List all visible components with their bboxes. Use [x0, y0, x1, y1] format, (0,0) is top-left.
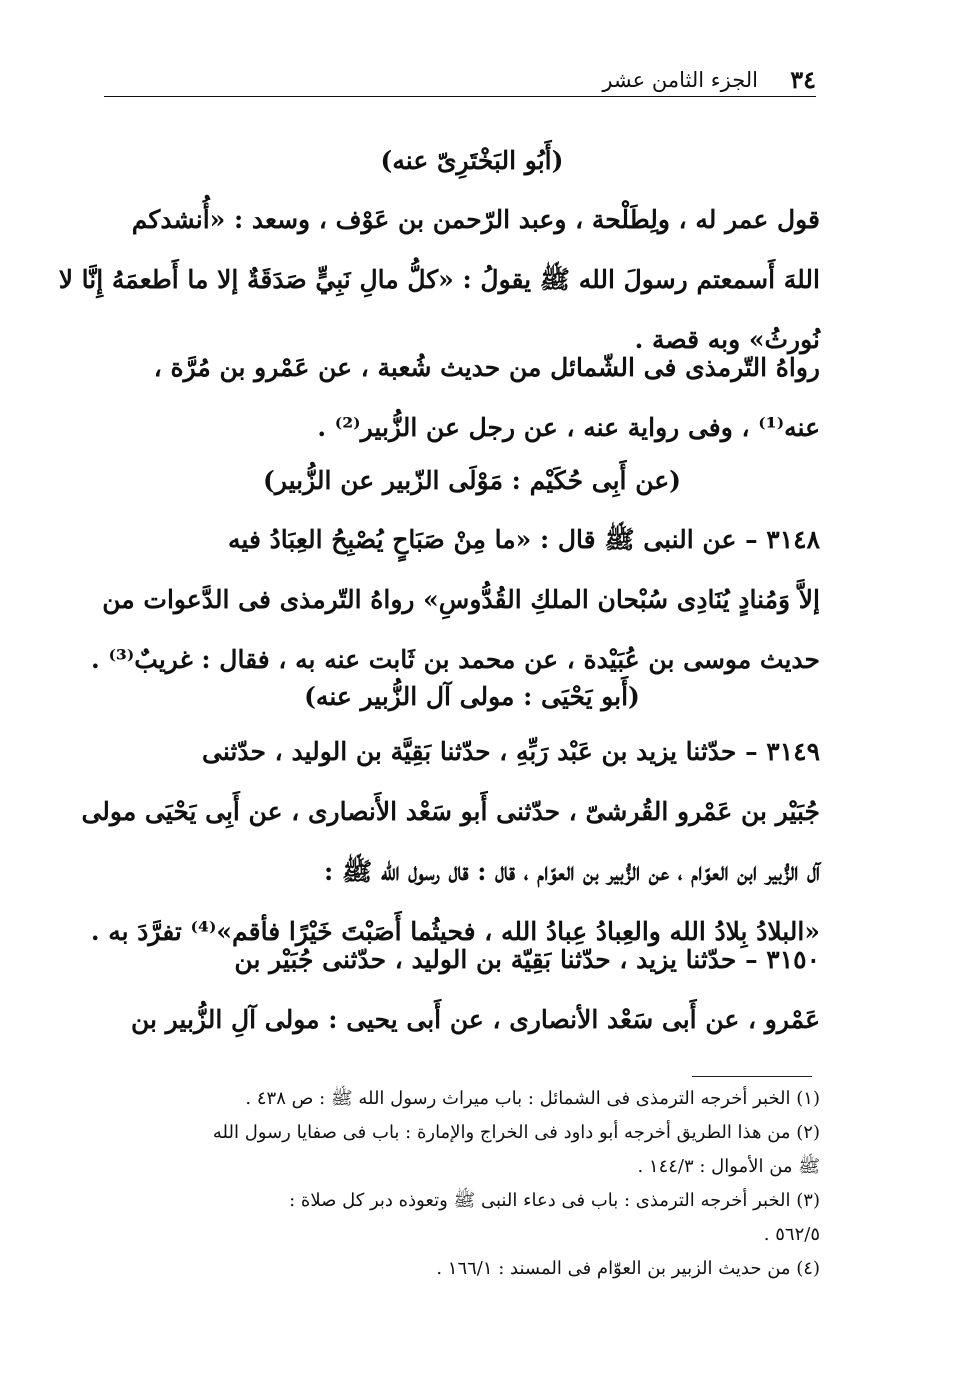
running-title: الجزء الثامن عشر [602, 68, 758, 92]
footnote: (١) الخبر أخرجه الترمذى فى الشمائل : باب ميراث رسول الله ﷺ : ص ٤٣٨ . [245, 1088, 820, 1109]
text-line: آل الزُّبير ابن العوّام ، عن الزُّبير بن العوّام ، قال : قال رسول الله ﷺ : [324, 857, 820, 886]
paragraph [124, 930, 820, 1050]
text-line: حديث موسى بن عُبَيْدة ، عن محمد بن ثَابت عنه به ، فقال : غريبٌ⁽³⁾ . [91, 645, 820, 674]
text-line: اللهَ أَسمعتم رسولَ الله ﷺ يقولُ : «كلُّ مالِ نَبِيٍّ صَدَقَةٌ إلا ما أَطعمَهُ إِنَّا لا [58, 265, 820, 294]
footnote-rule [692, 1076, 812, 1077]
hadith-3148-line: ٣١٤٨ – عن النبى ﷺ قال : «ما مِنْ صَبَاحٍ يُصْبِحُ العِبَادُ فيه [228, 525, 820, 554]
text-line: «البلادُ بِلادُ الله والعِبادُ عِبادُ الله ، فحيثُما أَصَبْتَ خَيْرًا فأقم»⁽⁴⁾ تفرَّدَ به . [90, 917, 820, 946]
running-header [104, 66, 816, 94]
hadith-3149-line: ٣١٤٩ – حدّثنا يزيد بن عَبْد رَبِّهِ ، حدّثنا بَقِيَّة بن الوليد ، حدّثنى [202, 737, 820, 766]
section-heading: (أَبو يَحْيَى : مولى آل الزُّبير عنه) [304, 682, 640, 711]
footnote: (٣) الخبر أخرجه الترمذى : باب فى دعاء النبى ﷺ وتعوذه دبر كل صلاة : [289, 1190, 820, 1211]
footnotes [116, 1082, 820, 1286]
section-heading: (أَبُو البَخْتَرِىّ عنه) [380, 146, 564, 175]
footnote-continuation: ٥٦٢/٥ . [763, 1224, 820, 1245]
text-line: عَمْرو ، عن أَبى سَعْد الأنصارى ، عن أَبى يحيى : مولى آلِ الزُّبير بن [130, 1005, 820, 1034]
footnote-continuation: ﷺ من الأموال : ١٤٤/٣ . [637, 1156, 820, 1177]
header-rule [104, 96, 816, 97]
text-line: جُبَيْر بن عَمْرو القُرشىّ ، حدّثنى أَبو سَعْد الأَنصارى ، عن أَبِى يَحْيَى مولى [81, 797, 820, 826]
hadith-3150-line: ٣١٥٠ – حدّثنا يزيد ، حدّثنا بَقِيّة بن الوليد ، حدّثنى جُبَيْر بن [234, 945, 820, 974]
paragraph [81, 722, 820, 962]
paragraph [91, 510, 820, 690]
section-heading: (عن أَبِى حُكَيْم : مَوْلَى الزّبير عن الزُّبير) [263, 466, 681, 495]
text-line: نُورثُ» وبه قصة . [634, 325, 820, 354]
text-line: إلاَّ وَمُنادٍ يُنَادِى سُبْحان الملكِ القُدُّوسِ» رواهُ التّرمذى فى الدَّعوات من [102, 585, 820, 614]
paragraph [124, 338, 820, 458]
page-number: ٣٤ [790, 65, 816, 94]
text-line: عنه⁽¹⁾ ، وفى رواية عنه ، عن رجل عن الزُّبير⁽²⁾ . [317, 413, 820, 442]
footnote: (٢) من هذا الطريق أخرجه أبو داود فى الخراج والإمارة : باب فى صفايا رسول الله [212, 1122, 820, 1143]
text-line: قول عمر له ، ولِطَلْحة ، وعبد الرّحمن بن عَوْف ، وسعد : «أُنشدكم [131, 205, 820, 234]
footnote: (٤) من حديث الزبير بن العوّام فى المسند : ١٦٦/١ . [436, 1258, 820, 1279]
text-line: رواهُ التّرمذى فى الشّمائل من حديث شُعبة ، عن عَمْرو بن مُرَّة ، [153, 353, 820, 382]
